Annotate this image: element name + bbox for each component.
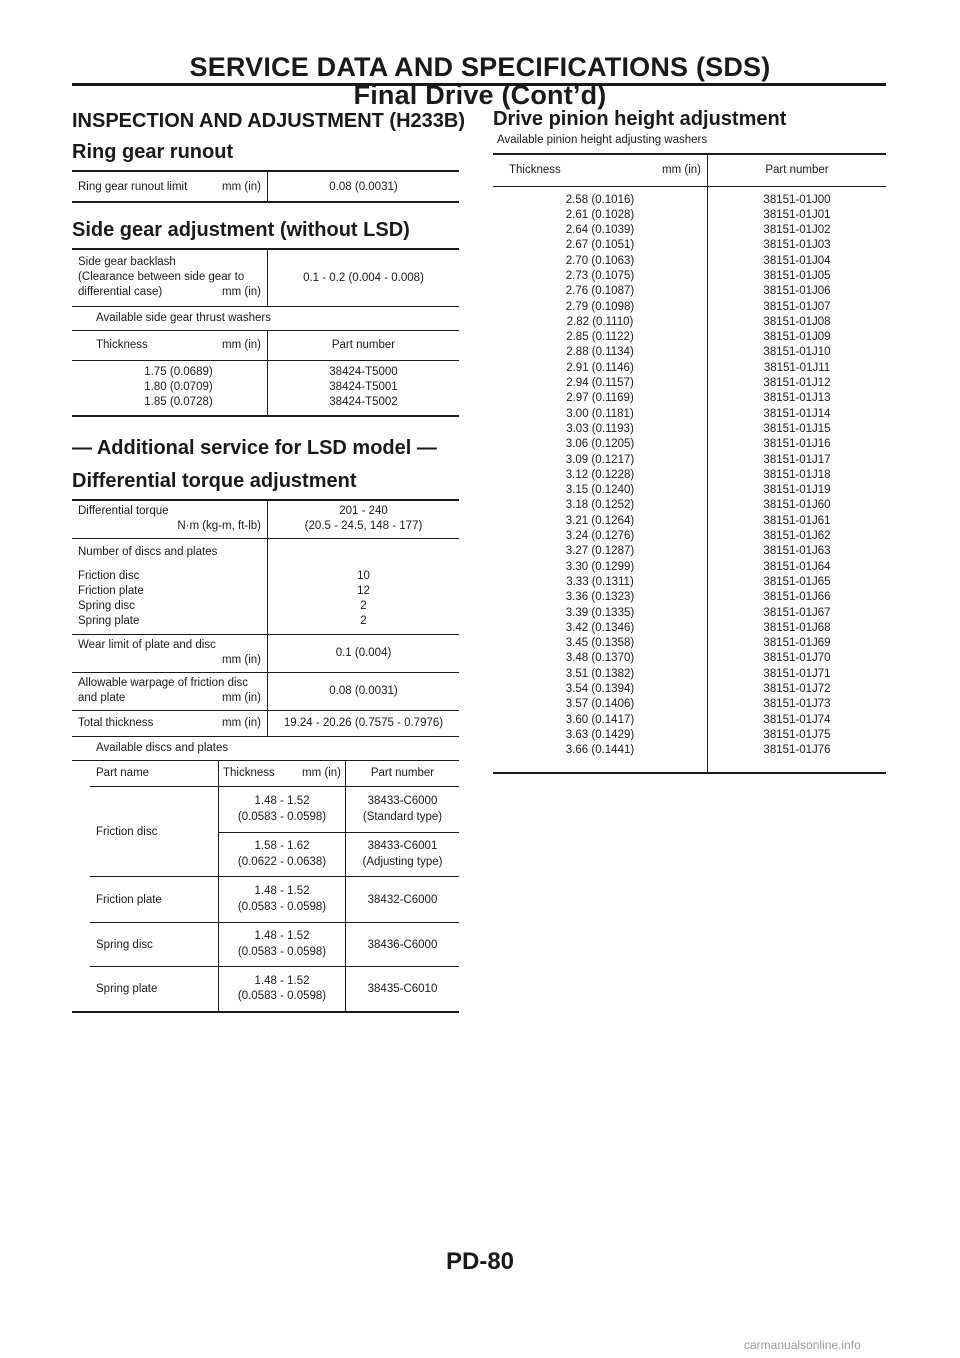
avail-discs-cell — [72, 760, 459, 1012]
wear-label: Wear limit of plate and disc — [78, 638, 216, 651]
side-gear-thickness-header — [72, 330, 268, 360]
torque-value-line1: 201 - 240 — [339, 505, 388, 518]
ring-gear-title: Ring gear runout — [72, 141, 234, 163]
torque-value-line2: (20.5 - 24.5, 148 - 177) — [304, 520, 423, 533]
row-name-friction-disc: Friction disc — [90, 787, 219, 877]
right-column — [493, 108, 886, 774]
pinion-table — [493, 153, 886, 774]
total-label: Total thickness — [78, 717, 154, 729]
wear-unit: mm (in) — [222, 654, 261, 666]
row-part-0: 38433-C6000 (Standard type) — [346, 787, 460, 833]
row-part-1: 38433-C6001 (Adjusting type) — [346, 833, 460, 877]
thickness-header-unit: mm (in) — [222, 339, 261, 351]
wear-value: 0.1 (0.004) — [268, 634, 460, 672]
row-part-4: 38435-C6010 — [346, 967, 460, 1011]
page-header-subtitle: Final Drive (Cont’d) — [353, 80, 607, 110]
lsd-table — [72, 499, 459, 1013]
hdr-part-number: Part number — [346, 761, 460, 787]
backlash-unit: mm (in) — [222, 286, 261, 299]
disc-counts: 10 12 2 2 — [268, 538, 460, 634]
torque-unit: N·m (kg-m, ft-lb) — [177, 520, 261, 533]
discs-label-cell — [72, 538, 268, 634]
ring-gear-label-cell — [72, 171, 268, 202]
side-gear-part-list: 38424-T5000 38424-T5001 38424-T5002 — [268, 360, 460, 416]
side-gear-backlash-value: 0.1 - 0.2 (0.004 - 0.008) — [268, 249, 460, 306]
lsd-title: Differential torque adjustment — [72, 470, 357, 492]
page-header-title: SERVICE DATA AND SPECIFICATIONS (SDS) — [189, 52, 771, 82]
side-gear-thickness-list: 1.75 (0.0689) 1.80 (0.0709) 1.85 (0.0728) — [72, 360, 268, 416]
pinion-thickness-header — [493, 154, 708, 186]
page-number: PD-80 — [445, 1248, 515, 1275]
backlash-label-line1: Side gear backlash — [78, 255, 176, 268]
row-thick-1: 1.58 - 1.62 (0.0622 - 0.0638) — [219, 833, 346, 877]
ring-gear-value: 0.08 (0.0031) — [268, 171, 460, 202]
avail-discs-table — [90, 761, 459, 1011]
warp-label-cell — [72, 672, 268, 710]
pinion-thickness-unit: mm (in) — [662, 164, 701, 177]
side-gear-title: Side gear adjustment (without LSD) — [72, 219, 410, 241]
row-name-spring-disc: Spring disc — [90, 923, 219, 967]
side-gear-backlash-label — [72, 249, 268, 306]
ring-gear-table — [72, 170, 459, 203]
side-gear-table — [72, 248, 459, 417]
warp-value: 0.08 (0.0031) — [268, 672, 460, 710]
pinion-thickness-list: 2.58 (0.1016) 2.61 (0.1028) 2.64 (0.1039) 2.67 (0.1051) 2.70 (0.1063) 2.73 (0.1075) 2.76 (0.1087) 2.79 (0.1098) 2.82 (0.1110) 2.85 (0.1122) 2.88 (0.1134) 2.91 (0.1146) 2.94 (0.1157) 2.97 (0.1169) 3.00 (0.1181) 3.03 (0.1193) 3.06 (0.1205) 3.09 (0.1217) 3.12 (0.1228) 3.15 (0.1240) 3.18 (0.1252) 3.21 (0.1264) 3.24 (0.1276) 3.27 (0.1287) 3.30 (0.1299) 3.33 (0.1311) 3.36 (0.1323) 3.39 (0.1335) 3.42 (0.1346) 3.45 (0.1358) 3.48 (0.1370) 3.51 (0.1382) 3.54 (0.1394) 3.57 (0.1406) 3.60 (0.1417) 3.63 (0.1429) 3.66 (0.1441) — [493, 186, 708, 773]
row-name-friction-plate: Friction plate — [90, 877, 219, 923]
backlash-label-line3: differential case) — [78, 286, 163, 299]
hdr-thickness: Thickness — [223, 767, 275, 780]
torque-label-cell — [72, 500, 268, 538]
pinion-part-header: Part number — [708, 154, 887, 186]
ring-gear-unit: mm (in) — [222, 180, 261, 193]
total-label-cell — [72, 710, 268, 736]
row-part-3: 38436-C6000 — [346, 923, 460, 967]
row-thick-4: 1.48 - 1.52 (0.0583 - 0.0598) — [219, 967, 346, 1011]
torque-value-cell — [268, 500, 460, 538]
left-column — [72, 110, 465, 1013]
warp-label-line1: Allowable warpage of friction disc — [78, 676, 249, 689]
warp-label-line2: and plate — [78, 692, 126, 704]
lsd-subtitle: — Additional service for LSD model — — [72, 437, 437, 459]
total-value: 19.24 - 20.26 (0.7575 - 0.7976) — [268, 710, 460, 736]
warp-unit: mm (in) — [222, 692, 261, 704]
pinion-caption: Available pinion height adjusting washers — [497, 134, 708, 146]
pinion-part-list: 38151-01J00 38151-01J01 38151-01J02 38151-01J03 38151-01J04 38151-01J05 38151-01J06 38151-01J07 38151-01J08 38151-01J09 38151-01J10 38151-01J11 38151-01J12 38151-01J13 38151-01J14 38151-01J15 38151-01J16 38151-01J17 38151-01J18 38151-01J19 38151-01J60 38151-01J61 38151-01J62 38151-01J63 38151-01J64 38151-01J65 38151-01J66 38151-01J67 38151-01J68 38151-01J69 38151-01J70 38151-01J71 38151-01J72 38151-01J73 38151-01J74 38151-01J75 38151-01J76 — [708, 186, 887, 773]
row-thick-3: 1.48 - 1.52 (0.0583 - 0.0598) — [219, 923, 346, 967]
avail-discs-label: Available discs and plates — [72, 736, 459, 760]
disc-names: Friction disc Friction plate Spring disc Spring plate — [78, 569, 144, 628]
hdr-thickness-unit: mm (in) — [302, 767, 341, 780]
side-gear-part-header: Part number — [268, 330, 460, 360]
hdr-thickness-cell — [219, 761, 346, 787]
watermark: carmanualsonline.info — [744, 1338, 861, 1352]
side-gear-washers-label: Available side gear thrust washers — [72, 306, 459, 330]
backlash-label-line2: (Clearance between side gear to — [78, 271, 245, 284]
ring-gear-label: Ring gear runout limit — [78, 180, 188, 193]
row-name-spring-plate: Spring plate — [90, 967, 219, 1011]
hdr-part-name: Part name — [96, 767, 150, 780]
pinion-title: Drive pinion height adjustment — [493, 108, 787, 130]
thickness-header-text: Thickness — [96, 339, 148, 351]
row-part-2: 38432-C6000 — [346, 877, 460, 923]
wear-label-cell — [72, 634, 268, 672]
torque-label: Differential torque — [78, 505, 169, 518]
discs-label: Number of discs and plates — [78, 545, 218, 558]
section-title: INSPECTION AND ADJUSTMENT (H233B) — [72, 110, 465, 132]
pinion-thickness-header-text: Thickness — [509, 164, 561, 177]
row-thick-2: 1.48 - 1.52 (0.0583 - 0.0598) — [219, 877, 346, 923]
total-unit: mm (in) — [222, 717, 261, 729]
row-thick-0: 1.48 - 1.52 (0.0583 - 0.0598) — [219, 787, 346, 833]
